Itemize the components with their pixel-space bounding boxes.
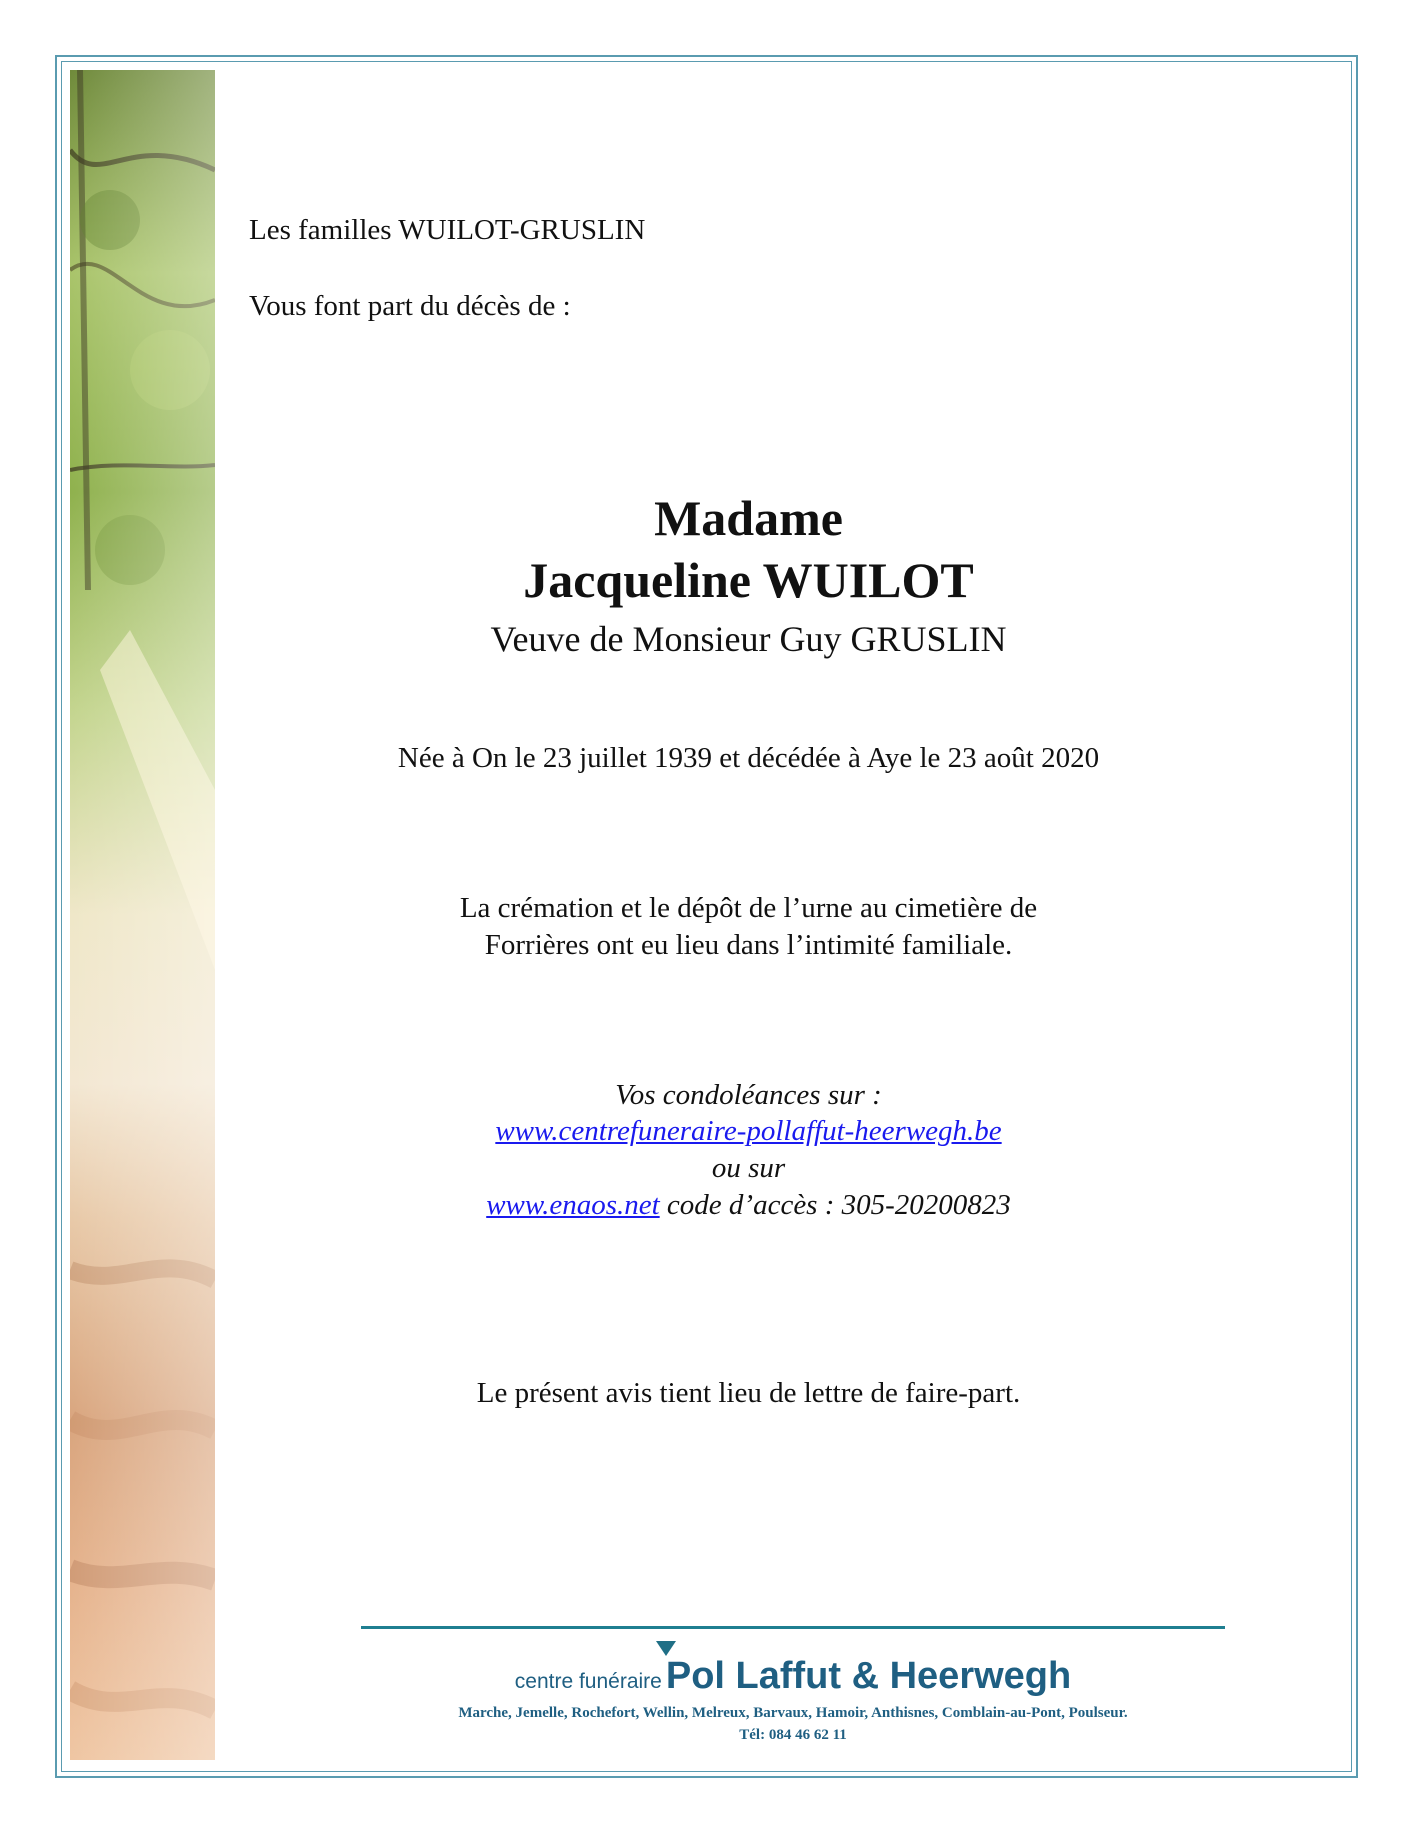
logo-prefix: centre funéraire <box>514 1670 662 1693</box>
notice-line: Le présent avis tient lieu de lettre de faire-part. <box>476 1377 1021 1409</box>
condolences-line-4 <box>249 1189 1248 1222</box>
funeral-home-logo <box>361 1655 1225 1698</box>
birth-death-dates: Née à On le 23 juillet 1939 et décédée à Aye le 23 août 2020 <box>397 742 1100 774</box>
condolences-link-funeral-centre[interactable]: www.centrefuneraire-pollaffut-heerwegh.be <box>495 1115 1002 1147</box>
footer-phone: Tél: 084 46 62 11 <box>739 1727 847 1743</box>
condolences-heading: Vos condoléances sur : <box>615 1079 882 1111</box>
access-code: code d’accès : 305-20200823 <box>659 1189 1011 1221</box>
widow-line: Veuve de Monsieur Guy GRUSLIN <box>490 619 1007 659</box>
logo-brand: Pol Laffut & Heerwegh <box>665 1655 1072 1697</box>
ceremony-line-1: La crémation et le dépôt de l’urne au cimetière de <box>459 892 1038 924</box>
condolences-or: ou sur <box>711 1152 786 1184</box>
ceremony-line-2: Forrières ont eu lieu dans l’intimité familiale. <box>484 929 1013 961</box>
footer-towns: Marche, Jemelle, Rochefort, Wellin, Melreux, Barvaux, Hamoir, Anthisnes, Comblain-au-Pont, Poulseur. <box>458 1705 1128 1721</box>
deceased-honorific: Madame <box>654 490 843 546</box>
footer-triangle-icon <box>656 1641 676 1656</box>
forest-path-photo <box>70 70 215 1760</box>
condolences-line-2 <box>249 1115 1248 1148</box>
families-line: Les familles WUILOT-GRUSLIN <box>249 214 646 246</box>
deceased-name: Jacqueline WUILOT <box>523 552 974 608</box>
footer-divider <box>361 1626 1225 1629</box>
announcement-intro: Vous font part du décès de : <box>249 290 571 322</box>
condolences-link-enaos[interactable]: www.enaos.net <box>486 1189 660 1221</box>
